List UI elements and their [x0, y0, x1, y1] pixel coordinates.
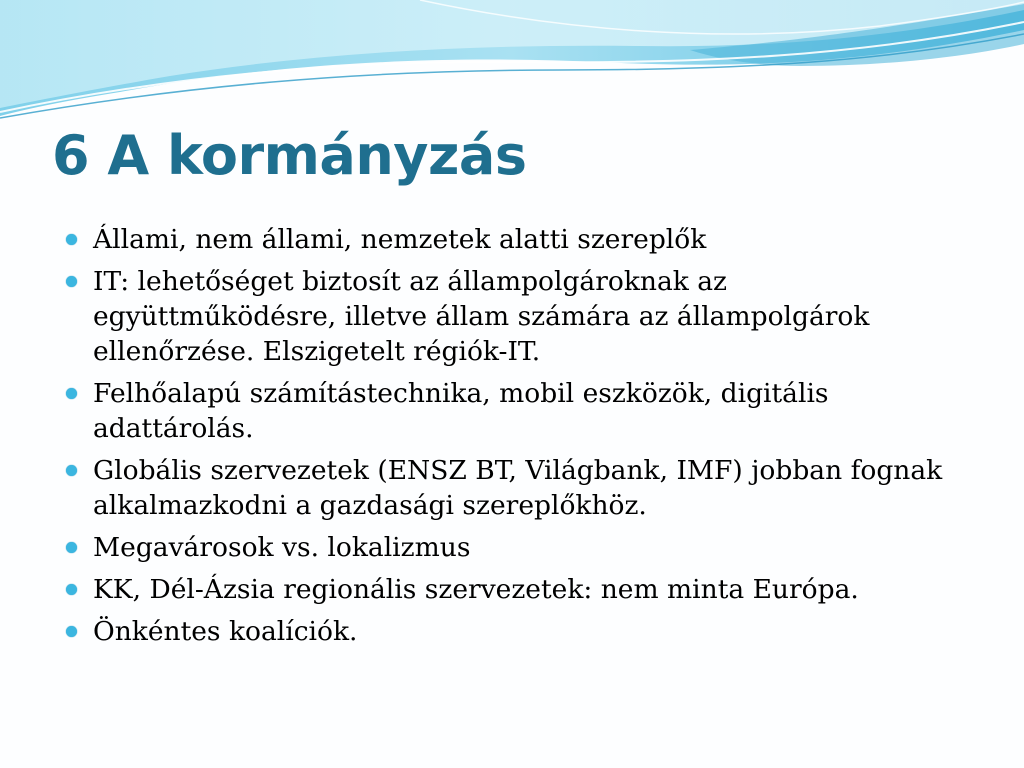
- bullet-text: Önkéntes koalíciók.: [93, 616, 358, 647]
- bullet-item: [66, 572, 966, 607]
- wave-header-decoration: [0, 0, 1024, 130]
- slide-title: 6 A kormányzás: [52, 124, 527, 187]
- bullet-text: Felhőalapú számítástechnika, mobil eszközök, digitális adattárolás.: [93, 378, 829, 444]
- bullet-text: IT: lehetőséget biztosít az állampolgároknak az együttműködésre, illetve állam számára az állampolgárok ellenőrzése. Elszigetelt régiók-IT.: [93, 266, 870, 367]
- bullet-text: Állami, nem állami, nemzetek alatti szereplők: [93, 224, 707, 255]
- bullet-dot-icon: [66, 276, 77, 287]
- bullet-dot-icon: [66, 465, 77, 476]
- bullet-dot-icon: [66, 234, 77, 245]
- bullet-item: [66, 222, 966, 257]
- bullet-text: KK, Dél-Ázsia regionális szervezetek: nem minta Európa.: [93, 574, 859, 605]
- bullet-item: [66, 453, 966, 523]
- bullet-item: [66, 264, 966, 369]
- bullet-text: Globális szervezetek (ENSZ BT, Világbank, IMF) jobban fognak alkalmazkodni a gazdasági szereplőkhöz.: [93, 455, 943, 521]
- bullet-list: [66, 222, 966, 656]
- bullet-item: [66, 614, 966, 649]
- bullet-dot-icon: [66, 584, 77, 595]
- bullet-dot-icon: [66, 388, 77, 399]
- bullet-item: [66, 530, 966, 565]
- bullet-dot-icon: [66, 626, 77, 637]
- bullet-dot-icon: [66, 542, 77, 553]
- bullet-item: [66, 376, 966, 446]
- bullet-text: Megavárosok vs. lokalizmus: [93, 532, 471, 563]
